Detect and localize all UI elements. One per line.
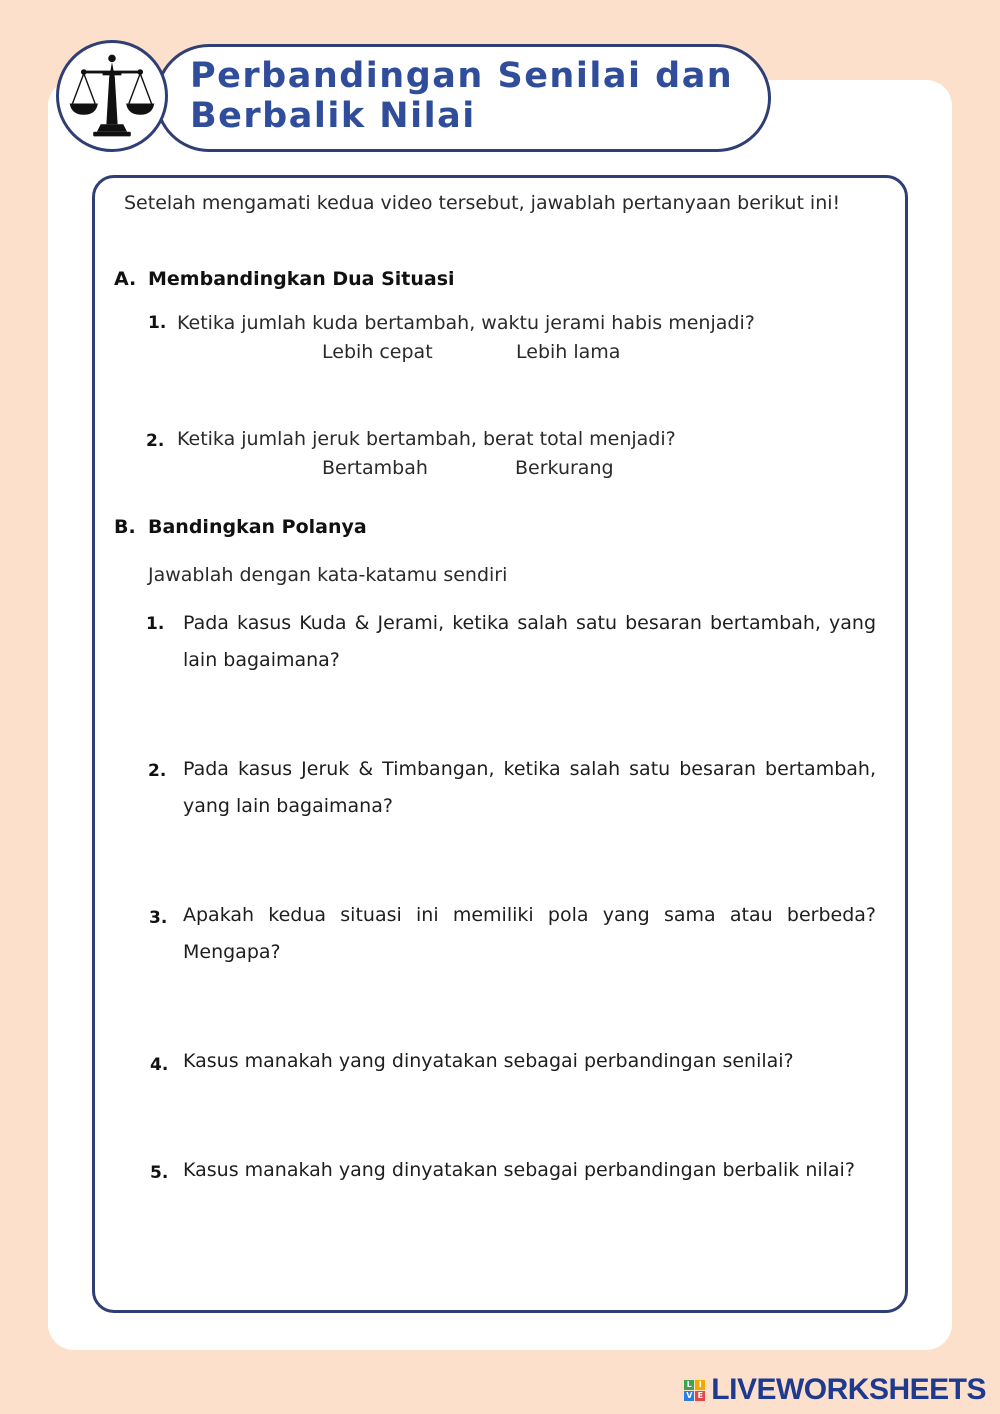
b-q4-text: Kasus manakah yang dinyatakan sebagai perbandingan senilai?: [183, 1050, 794, 1072]
a-q2-option-1[interactable]: Bertambah: [322, 457, 428, 479]
section-b-marker: B.: [114, 516, 136, 538]
section-b-heading: Bandingkan Polanya: [148, 516, 367, 538]
a-q1-option-2[interactable]: Lebih lama: [516, 341, 621, 363]
scale-icon: [65, 49, 159, 143]
badge-letter-l: L: [684, 1380, 694, 1390]
badge-letter-v: V: [686, 1390, 693, 1400]
b-q2-number: 2.: [148, 761, 167, 781]
b-q2-text: Pada kasus Jeruk & Timbangan, ketika salah satu besaran bertambah, yang lain bagaimana?: [183, 758, 876, 817]
badge-letter-e: E: [695, 1391, 705, 1401]
badge-letter-i: I: [695, 1380, 705, 1390]
a-q1-text: Ketika jumlah kuda bertambah, waktu jerami habis menjadi?: [177, 312, 755, 334]
b-q1-number: 1.: [146, 614, 165, 634]
liveworksheets-brand[interactable]: [684, 1372, 986, 1408]
section-a-heading: Membandingkan Dua Situasi: [148, 268, 455, 290]
b-q3-number: 3.: [149, 908, 168, 928]
logo-badge: [56, 40, 168, 152]
a-q1-number: 1.: [148, 313, 167, 333]
live-badge-icon: [684, 1380, 705, 1401]
a-q1-option-1[interactable]: Lebih cepat: [322, 341, 433, 363]
b-q1-text: Pada kasus Kuda & Jerami, ketika salah satu besaran bertambah, yang lain bagaimana?: [183, 612, 876, 671]
page-title: [190, 56, 750, 136]
question-box: [92, 175, 908, 1313]
a-q2-number: 2.: [146, 431, 165, 451]
b-q5-number: 5.: [150, 1163, 169, 1183]
b-q4-number: 4.: [150, 1055, 169, 1075]
a-q2-text: Ketika jumlah jeruk bertambah, berat total menjadi?: [177, 428, 676, 450]
b-q5-text: Kasus manakah yang dinyatakan sebagai perbandingan berbalik nilai?: [183, 1159, 855, 1181]
title-line-1: Perbandingan Senilai dan: [190, 56, 734, 96]
intro-text: Setelah mengamati kedua video tersebut, jawablah pertanyaan berikut ini!: [124, 192, 841, 214]
section-a-marker: A.: [114, 268, 137, 290]
b-instruction: Jawablah dengan kata-katamu sendiri: [148, 564, 508, 586]
brand-name: LIVEWORKSHEETS: [711, 1373, 986, 1406]
a-q2-option-2[interactable]: Berkurang: [515, 457, 614, 479]
title-line-2: Berbalik Nilai: [190, 96, 476, 136]
b-q3-text: Apakah kedua situasi ini memiliki pola yang sama atau berbeda? Mengapa?: [183, 904, 876, 963]
